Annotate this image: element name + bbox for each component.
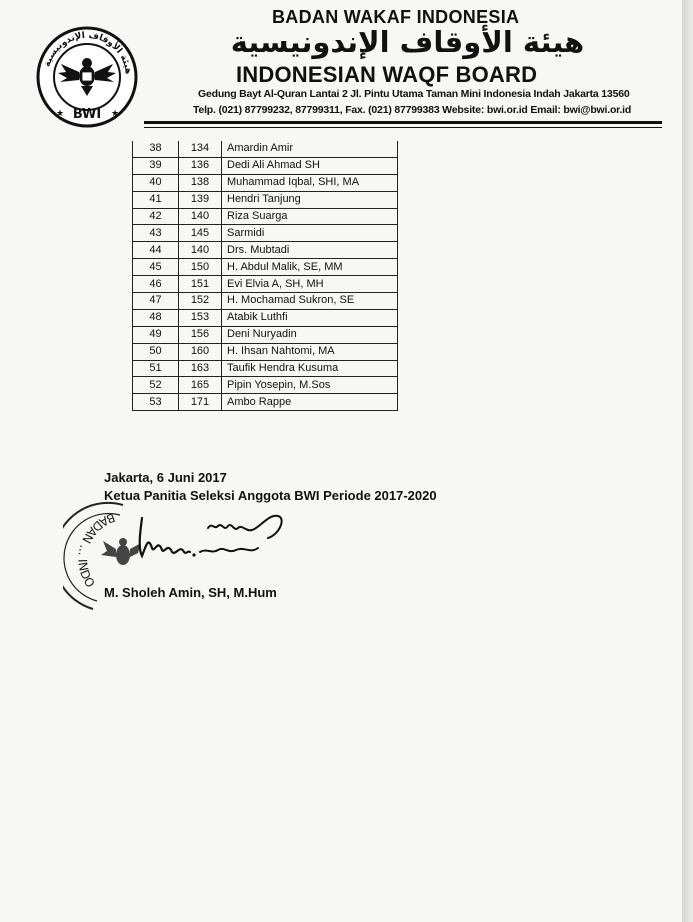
table-row — [133, 259, 398, 276]
svg-text:★: ★ — [111, 108, 120, 118]
row-name: Atabik Luthfi — [222, 309, 398, 326]
row-name: Riza Suarga — [222, 208, 398, 225]
row-code: 145 — [179, 225, 222, 242]
scan-edge — [682, 0, 693, 922]
row-number: 49 — [133, 326, 179, 343]
row-name: Ambo Rappe — [222, 394, 398, 411]
signer-name: M. Sholeh Amin, SH, M.Hum — [104, 585, 277, 600]
row-code: 163 — [179, 360, 222, 377]
org-name-indonesian: BADAN WAKAF INDONESIA — [272, 7, 520, 27]
row-code: 138 — [179, 174, 222, 191]
row-code: 140 — [179, 208, 222, 225]
header-rule-thin — [144, 127, 662, 128]
row-number: 43 — [133, 225, 179, 242]
row-code: 156 — [179, 326, 222, 343]
row-name: H. Abdul Malik, SE, MM — [222, 259, 398, 276]
org-name-english: INDONESIAN WAQF BOARD — [236, 62, 538, 87]
row-name: Muhammad Iqbal, SHI, MA — [222, 174, 398, 191]
row-name: H. Ihsan Nahtomi, MA — [222, 343, 398, 360]
handwritten-signature — [128, 508, 293, 568]
row-name: H. Mochamad Sukron, SE — [222, 293, 398, 310]
row-code: 160 — [179, 343, 222, 360]
org-contact: Telp. (021) 87799232, 87799311, Fax. (021) 87799383 Website: bwi.or.id Email: bwi@bwi.or.id — [193, 104, 632, 116]
participant-table — [132, 141, 398, 411]
table-row — [133, 174, 398, 191]
row-code: 134 — [179, 141, 222, 157]
org-address: Gedung Bayt Al-Quran Lantai 2 Jl. Pintu Utama Taman Mini Indonesia Indah Jakarta 13560 — [198, 88, 630, 100]
row-name: Sarmidi — [222, 225, 398, 242]
row-number: 53 — [133, 394, 179, 411]
row-number: 51 — [133, 360, 179, 377]
row-number: 38 — [133, 141, 179, 157]
row-code: 151 — [179, 276, 222, 293]
row-name: Drs. Mubtadi — [222, 242, 398, 259]
place-date: Jakarta, 6 Juni 2017 — [104, 470, 227, 485]
table-row — [133, 276, 398, 293]
row-code: 136 — [179, 157, 222, 174]
row-name: Evi Elvia A, SH, MH — [222, 276, 398, 293]
row-number: 39 — [133, 157, 179, 174]
svg-text:هيئة الأوقاف الإندونيسية: هيئة الأوقاف الإندونيسية — [42, 30, 133, 75]
row-number: 42 — [133, 208, 179, 225]
org-name-arabic: هيئة الأوقاف الإندونيسية — [230, 25, 585, 59]
table-row — [133, 242, 398, 259]
row-name: Pipin Yosepin, M.Sos — [222, 377, 398, 394]
row-name: Hendri Tanjung — [222, 191, 398, 208]
row-number: 48 — [133, 309, 179, 326]
row-number: 46 — [133, 276, 179, 293]
row-code: 140 — [179, 242, 222, 259]
row-number: 41 — [133, 191, 179, 208]
table-row — [133, 157, 398, 174]
table-row — [133, 377, 398, 394]
bwi-logo — [36, 26, 138, 128]
table-row — [133, 141, 398, 157]
row-name: Amardin Amir — [222, 141, 398, 157]
row-number: 47 — [133, 293, 179, 310]
row-code: 139 — [179, 191, 222, 208]
row-name: Dedi Ali Ahmad SH — [222, 157, 398, 174]
table-row — [133, 309, 398, 326]
table-row — [133, 326, 398, 343]
row-number: 44 — [133, 242, 179, 259]
row-code: 150 — [179, 259, 222, 276]
row-name: Taufik Hendra Kusuma — [222, 360, 398, 377]
row-code: 165 — [179, 377, 222, 394]
table-row — [133, 208, 398, 225]
table-row — [133, 360, 398, 377]
row-name: Deni Nuryadin — [222, 326, 398, 343]
row-number: 40 — [133, 174, 179, 191]
table-row — [133, 343, 398, 360]
header-rule-thick — [144, 121, 662, 124]
table-row — [133, 293, 398, 310]
row-code: 153 — [179, 309, 222, 326]
svg-text:BADAN ... INDO: BADAN ... INDO — [75, 510, 117, 591]
row-number: 50 — [133, 343, 179, 360]
table-row — [133, 191, 398, 208]
table-row — [133, 225, 398, 242]
row-code: 152 — [179, 293, 222, 310]
table-row — [133, 394, 398, 411]
row-code: 171 — [179, 394, 222, 411]
row-number: 52 — [133, 377, 179, 394]
signer-title: Ketua Panitia Seleksi Anggota BWI Periode 2017-2020 — [104, 488, 437, 503]
svg-text:BWI: BWI — [72, 107, 102, 122]
row-number: 45 — [133, 259, 179, 276]
svg-text:★: ★ — [56, 108, 65, 118]
